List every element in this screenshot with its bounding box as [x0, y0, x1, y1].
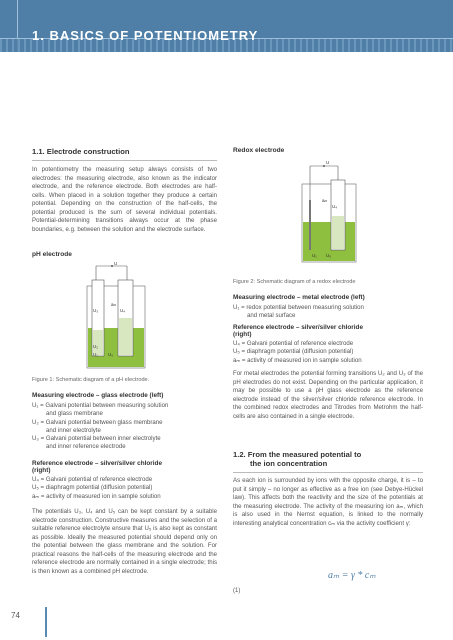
page-number: 74	[11, 611, 20, 620]
redox-reference-defs: U₄ = Galvani potential of reference electrode U₅ = diaphragm potential (diffusion potential) aₘ = activity of measured ion in sample solution	[233, 340, 362, 364]
label-u: U	[114, 261, 118, 266]
label-u1: U₁	[93, 352, 98, 357]
activity-formula: aₘ = γ * cₘ	[328, 570, 376, 581]
glass-electrode-defs: U₁ = Galvani potential between measuring solution and glass membrane U₂ = Galvani potential between glass membrane and inner electrolyte U₃ = Galvani potential between inner electrolyte and inner reference electrode	[32, 402, 169, 451]
footer-rule	[45, 607, 47, 637]
metal-electrode-defs: U₁ = redox potential between measuring solution and metal surface	[233, 304, 364, 320]
ph-reference-heading: Reference electrode – silver/silver chloride (right)	[32, 460, 163, 474]
glass-electrode-heading: Measuring electrode – glass electrode (left)	[32, 392, 164, 399]
divider	[233, 472, 423, 473]
redox-electrode-diagram	[300, 160, 360, 265]
label-u: U	[326, 160, 330, 165]
page-title: 1. BASICS OF POTENTIOMETRY	[32, 28, 259, 43]
ph-electrode-heading: pH electrode	[32, 251, 72, 258]
label-u2: U₂	[93, 344, 98, 349]
header-bar	[0, 0, 453, 52]
section-heading-1-2: 1.2. From the measured potential to the ion concentration	[233, 450, 362, 468]
label-u4: U₄	[332, 204, 338, 209]
ph-electrode-diagram	[85, 258, 160, 373]
intro-text: In potentiometry the measuring setup always consists of two electrodes: the measuring electrode, also known as the indicator electrode, and the reference electrode. Both electrodes are half-cells. When placed in a solution together they produce a certain potential. Depending on the construction of the half-cells, the potential produced is the sum of several individual potentials. Potential-determining transitions always occur at the phase boundaries, e.g. between the solution and the electrode surface.	[32, 166, 217, 233]
concentration-paragraph: As each ion is surrounded by ions with the opposite charge, it is – to put it simply – no longer as effective as a free ion (see Debye-Hückel law). This affects both the reactivity and the size of the potentials at the measuring electrode. The activity of the measuring ion aₘ, which is also used in the Nernst equation, is linked to the normally interesting analytical concentration cₘ via the activity coefficient γ:	[233, 477, 423, 527]
label-am: aₘ	[322, 198, 328, 203]
metal-electrode-heading: Measuring electrode – metal electrode (left)	[233, 294, 365, 301]
redox-reference-heading: Reference electrode – silver/silver chloride (right)	[233, 324, 364, 338]
ph-paragraph: The potentials U₃, U₄ and U₅ can be kept constant by a suitable electrode construction. Constructive measures and the selection of a suitable reference electrolyte ensure that U₅ is also kept as constant as possible. Ideally the measured potential should depend only on the potential between the glass membrane and the solution. For practical reasons the half-cells of the measuring electrode and the reference electrode are normally contained in a single electrode; this is then known as a combined pH electrode.	[32, 508, 217, 575]
equation-number: (1)	[233, 588, 241, 594]
label-u4: U₄	[120, 308, 126, 313]
redox-electrode-heading: Redox electrode	[233, 147, 285, 154]
label-u5: U₅	[326, 253, 332, 258]
label-u3: U₃	[93, 308, 99, 313]
label-u5: U₅	[108, 352, 114, 357]
divider	[32, 160, 217, 161]
ph-reference-defs: U₄ = Galvani potential of reference electrode U₅ = diaphragm potential (diffusion potential) aₘ = activity of measured ion in sample solution	[32, 476, 161, 500]
label-am: aₘ	[111, 302, 117, 307]
redox-paragraph: For metal electrodes the potential forming transitions U₂ and U₃ of the pH electrodes do not exist. Depending on the particular application, it may be possible to use a pH glass electrode as the reference electrode instead of the silver/silver chloride reference electrode. In the combined redox electrodes and Titrodes from Metrohm the half-cells are also contained in a single electrode.	[233, 370, 423, 420]
figure-1-caption: Figure 1: Schematic diagram of a pH electrode.	[32, 377, 150, 383]
figure-2-caption: Figure 2: Schematic diagram of a redox electrode	[233, 279, 356, 285]
section-heading-1-1: 1.1. Electrode construction	[32, 147, 130, 156]
label-u1: U₁	[312, 253, 317, 258]
